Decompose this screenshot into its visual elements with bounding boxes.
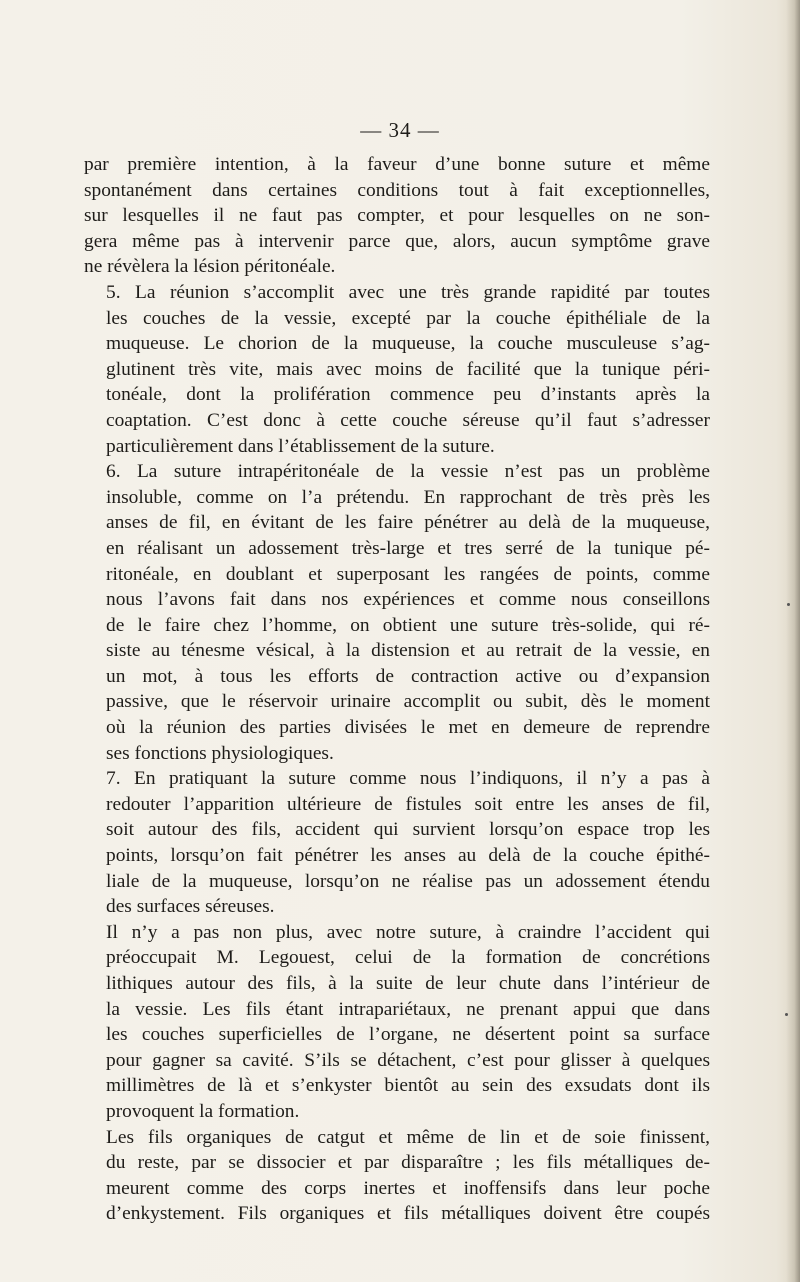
text-line: la vessie. Les fils étant intrapariétaux, ne prenant appui que dans: [106, 998, 710, 1020]
page-number: — 34 —: [360, 118, 440, 142]
text-line: d’enkystement. Fils organiques et fils métalliques doivent être coupés: [106, 1203, 710, 1225]
paragraph: [84, 152, 710, 280]
text-line: par première intention, à la faveur d’une bonne suture et même: [84, 154, 710, 175]
text-line: 7. En pratiquant la suture comme nous l’indiquons, il n’y a pas à: [106, 768, 710, 790]
text-line: anses de fil, en évitant de les faire pénétrer au delà de la muqueuse,: [106, 512, 710, 534]
text-line: millimètres de là et s’enkyster bientôt au sein des exsudats dont ils: [106, 1075, 710, 1097]
text-line: points, lorsqu’on fait pénétrer les anses au delà de la couche épithé-: [106, 845, 710, 867]
text-line: Les fils organiques de catgut et même de lin et de soie finissent,: [106, 1126, 710, 1148]
text-line: lithiques autour des fils, à la suite de leur chute dans l’intérieur de: [106, 973, 710, 994]
text-line: en réalisant un adossement très-large et tres serré de la tunique pé-: [106, 537, 710, 559]
text-line: 5. La réunion s’accomplit avec une très grande rapidité par toutes: [106, 281, 710, 303]
text-line: Il n’y a pas non plus, avec notre suture, à craindre l’accident qui: [106, 921, 710, 943]
text-line: soit autour des fils, accident qui survient lorsqu’on espace trop les: [106, 819, 710, 841]
text-line: des surfaces séreuses.: [106, 896, 275, 918]
paragraph: [84, 920, 710, 1125]
page-edge-shadow: [786, 0, 800, 1282]
text-line: préoccupait M. Legouest, celui de la formation de concrétions: [106, 947, 710, 969]
text-line: gera même pas à intervenir parce que, alors, aucun symptôme grave: [84, 230, 710, 252]
text-line: ritonéale, en doublant et superposant les rangées de points, comme: [106, 563, 710, 585]
print-speck: [787, 603, 790, 606]
text-line: pour gagner sa cavité. S’ils se détachent, c’est pour glisser à quelques: [106, 1049, 710, 1071]
text-line: redouter l’apparition ultérieure de fistules soit entre les anses de fil,: [106, 793, 710, 815]
text-line: les couches de la vessie, excepté par la couche épithéliale de la: [106, 307, 710, 329]
paragraph: [84, 766, 710, 920]
text-line: 6. La suture intrapéritonéale de la vessie n’est pas un problème: [106, 461, 710, 483]
text-line: meurent comme des corps inertes et inoffensifs dans leur poche: [106, 1177, 710, 1199]
text-line: liale de la muqueuse, lorsqu’on ne réalise pas un adossement étendu: [106, 870, 710, 892]
body-text: [84, 152, 710, 1227]
text-line: ne révèlera la lésion péritonéale.: [84, 256, 336, 278]
text-line: passive, que le réservoir urinaire accomplit ou subit, dès le moment: [106, 691, 710, 713]
text-line: siste au ténesme vésical, à la distension et au retrait de la vessie, en: [106, 640, 710, 662]
text-line: où la réunion des parties divisées le met en demeure de reprendre: [106, 717, 710, 739]
text-line: sur lesquelles il ne faut pas compter, et pour lesquelles on ne son-: [84, 205, 710, 227]
text-line: du reste, par se dissocier et par disparaître ; les fils métalliques de-: [106, 1152, 710, 1174]
text-line: insoluble, comme on l’a prétendu. En rapprochant de très près les: [106, 486, 710, 508]
text-line: de le faire chez l’homme, on obtient une suture très-solide, qui ré-: [106, 614, 710, 636]
text-line: glutinent très vite, mais avec moins de facilité que la tunique péri-: [106, 358, 710, 380]
text-line: les couches superficielles de l’organe, ne désertent point sa surface: [106, 1024, 710, 1046]
text-line: muqueuse. Le chorion de la muqueuse, la couche musculeuse s’ag-: [106, 333, 710, 355]
text-line: nous l’avons fait dans nos expériences et comme nous conseillons: [106, 589, 710, 611]
text-line: spontanément dans certaines conditions tout à fait exceptionnelles,: [84, 179, 710, 201]
text-line: tonéale, dont la prolifération commence peu d’instants après la: [106, 384, 710, 406]
text-line: ses fonctions physiologiques.: [106, 742, 334, 764]
paragraph: [84, 280, 710, 459]
text-line: particulièrement dans l’établissement de la suture.: [106, 435, 495, 457]
text-line: un mot, à tous les efforts de contraction active ou d’expansion: [106, 665, 710, 687]
text-line: provoquent la formation.: [106, 1100, 300, 1122]
print-speck: [785, 1013, 788, 1016]
paragraph: [84, 459, 710, 766]
paragraph: [84, 1125, 710, 1227]
text-line: coaptation. C’est donc à cette couche séreuse qu’il faut s’adresser: [106, 409, 710, 431]
